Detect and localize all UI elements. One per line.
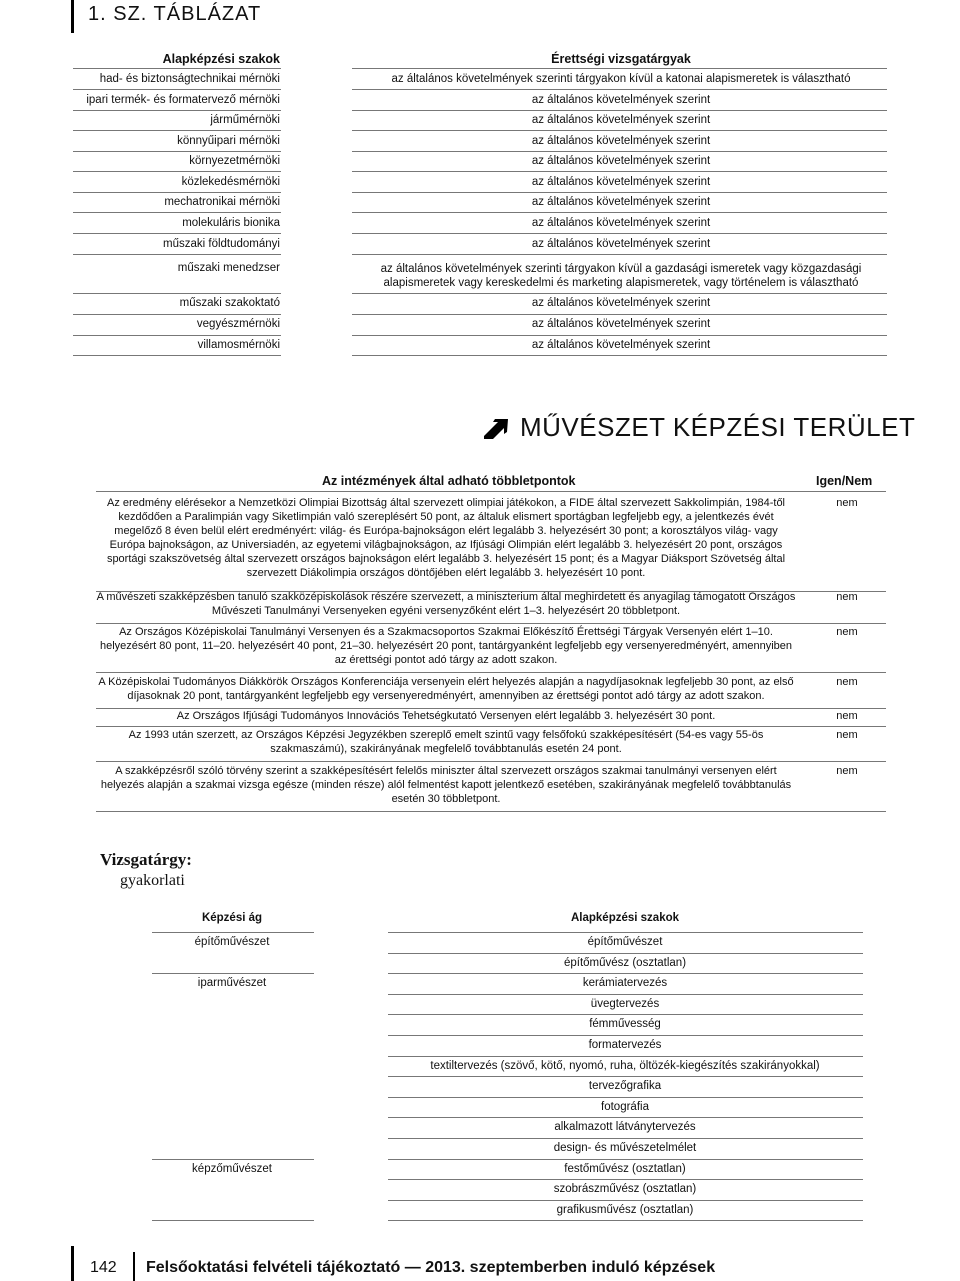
row-divider	[352, 89, 887, 90]
footer-divider	[133, 1252, 135, 1281]
page-number: 142	[90, 1259, 117, 1276]
bonus-description: A művészeti szakképzésben tanuló szakközépiskolások részére szervezett, a miniszterium által meghirdetett és anyagilag támogatott Országos Művészeti Tanulmányi Versenyeken egyéni versenyzőként elért 1–3. helyezésért 20 többletpont.	[96, 591, 796, 617]
col-header-left: Képzési ág	[201, 912, 263, 924]
row-divider	[73, 151, 281, 152]
row-divider	[73, 110, 281, 111]
table-row	[96, 496, 886, 588]
bonus-description: Az Országos Középiskolai Tanulmányi Versenyen és a Szakmacsoportos Szakmai Előkészítő Érettségi Tárgyak Versenyén elért 1–10. helyezésért 80 pont, 11–20. helyezésért 40 pont, 21–30. helyezésért 20 pont, tantárgyanként legfeljebb egy versenyeredményért, amennyiben az érettségi pontot adó tárgy az adott szakon.	[99, 626, 793, 666]
row-divider	[152, 1159, 314, 1160]
program-name: műszaki szakoktató	[179, 297, 280, 309]
row-divider	[73, 68, 281, 69]
program-name: design- és művészetelmélet	[553, 1142, 697, 1154]
row-divider	[352, 171, 887, 172]
yes-no-value: nem	[836, 729, 858, 741]
program-name: festőművész (osztatlan)	[564, 1163, 686, 1175]
row-divider	[352, 293, 887, 294]
yes-no-value: nem	[836, 710, 858, 722]
row-divider	[388, 994, 863, 995]
program-name: műszaki menedzser	[177, 262, 280, 274]
row-divider	[388, 1220, 863, 1221]
program-name: villamosmérnöki	[197, 339, 280, 351]
program-name: közlekedésmérnöki	[181, 176, 280, 188]
exam-requirement: az általános követelmények szerint	[531, 318, 711, 330]
yes-no-value: nem	[836, 765, 858, 777]
row-divider	[388, 1014, 863, 1015]
table-row	[96, 764, 886, 808]
row-divider	[352, 355, 887, 356]
exam-requirement: az általános követelmények szerint	[531, 297, 711, 309]
row-divider	[352, 68, 887, 69]
row-divider	[388, 973, 863, 974]
exam-requirement: az általános követelmények szerint	[531, 238, 711, 250]
program-name: járműmérnöki	[210, 114, 280, 126]
bonus-description: Az Országos Ifjúsági Tudományos Innovációs Tehetségkutató Versenyen elért legalább 3. helyezésért 30 pont.	[176, 710, 716, 722]
program-name: környezetmérnöki	[189, 155, 280, 167]
program-name: grafikusművész (osztatlan)	[556, 1204, 694, 1216]
col-header-left: Alapképzési szakok	[162, 52, 280, 66]
row-divider	[73, 233, 281, 234]
exam-subject-value: gyakorlati	[120, 872, 185, 889]
arrow-icon	[482, 417, 512, 439]
exam-requirement: az általános követelmények szerint	[531, 94, 711, 106]
row-divider	[352, 212, 887, 213]
program-name: formatervezés	[588, 1039, 662, 1051]
page-header	[0, 0, 960, 34]
table-row	[96, 675, 886, 705]
row-divider	[352, 110, 887, 111]
row-divider	[352, 233, 887, 234]
row-divider	[73, 254, 281, 255]
row-divider	[96, 726, 886, 727]
exam-requirement: az általános követelmények szerint	[531, 217, 711, 229]
row-divider	[96, 811, 886, 812]
exam-requirement: az általános követelmények szerint	[531, 196, 711, 208]
row-divider	[96, 491, 886, 492]
exam-requirement: az általános követelmények szerint	[531, 135, 711, 147]
row-divider	[388, 1076, 863, 1077]
footer-bar	[71, 1246, 74, 1281]
program-name: szobrászművész (osztatlan)	[553, 1183, 697, 1195]
col-header-left: Az intézmények által adható többletpontok	[322, 474, 576, 488]
training-branch: képzőművészet	[192, 1163, 272, 1175]
row-divider	[73, 293, 281, 294]
row-divider	[73, 355, 281, 356]
row-divider	[96, 623, 886, 624]
exam-requirement: az általános követelmények szerinti tárgyakon kívül a katonai alapismeretek is választható	[391, 73, 851, 85]
row-divider	[388, 953, 863, 954]
exam-requirement: az általános követelmények szerinti tárgyakon kívül a gazdasági ismeretek vagy közgazdasági alapismeretek vagy kereskedelmi és marketing alapismeretek, vagy történelem is választható	[380, 263, 862, 289]
program-name: had- és biztonságtechnikai mérnöki	[99, 73, 280, 85]
exam-requirement: az általános követelmények szerint	[531, 114, 711, 126]
program-name: textiltervezés (szövő, kötő, nyomó, ruha, öltözék-kiegészítés szakirányokkal)	[430, 1060, 820, 1072]
exam-subject	[100, 850, 192, 890]
row-divider	[73, 314, 281, 315]
training-branch: iparművészet	[197, 977, 267, 989]
row-divider	[352, 192, 887, 193]
row-divider	[73, 335, 281, 336]
row-divider	[352, 254, 887, 255]
exam-requirement: az általános követelmények szerint	[531, 176, 711, 188]
program-name: könnyűipari mérnöki	[177, 135, 280, 147]
footer-title: Felsőoktatási felvételi tájékoztató — 2013. szeptemberben induló képzések	[146, 1259, 716, 1276]
bonus-description: A Középiskolai Tudományos Diákkörök Országos Konferenciája versenyein elért helyezés alapján a nagydíjasoknak legfeljebb 30 pont, az első díjasoknak 20 pont, tantárgyanként legfeljebb egy versenyeredményért, amennyiben az érettségi pontot adó tárgy az adott szakon.	[98, 676, 794, 702]
row-divider	[388, 1097, 863, 1098]
yes-no-value: nem	[836, 676, 858, 688]
yes-no-value: nem	[836, 497, 858, 509]
program-name: fotográfia	[601, 1101, 649, 1113]
row-divider	[73, 192, 281, 193]
row-divider	[73, 89, 281, 90]
yes-no-value: nem	[836, 626, 858, 638]
row-divider	[388, 932, 863, 933]
row-divider	[388, 1035, 863, 1036]
bonus-description: Az eredmény elérésekor a Nemzetközi Olimpiai Bizottság által szervezett olimpiai játékokon, a FIDE által szervezett Sakkolimpián, 1984-től kezdődően a Paralimpián vagy Siketlimpián való szereplésért 50 pont, az általuk elismert sportágban legfeljebb egy, a jelentkezés évét megelőző 8 éven belül elért eredményért: világ- és Európa-bajnokságon elért legalább 3. helyezésért 30 pont; a korosztályos világ- vagy Európa bajnokságon, az Universiadén, az egyetemi világbajnokságon, az Ifjúsági Olimpián elért legalább 3. helyezésért 20 pont, országos sportági szakszövetség által szervezett országos bajnokságon elért legalább 3. helyezésért 15 pont; és a Magyar Diáksport Szövetség által szervezett Diákolimpia országos döntőjében elért legalább 3. helyezésért 10 pont.	[106, 497, 786, 579]
row-divider	[352, 335, 887, 336]
row-divider	[96, 761, 886, 762]
row-divider	[388, 1200, 863, 1201]
program-name: építőművészet	[587, 936, 663, 948]
table-row	[96, 709, 886, 723]
program-name: tervezőgrafika	[588, 1080, 662, 1092]
row-divider	[388, 1179, 863, 1180]
row-divider	[73, 130, 281, 131]
row-divider	[388, 1056, 863, 1057]
row-divider	[73, 212, 281, 213]
bonus-description: Az 1993 után szerzett, az Országos Képzési Jegyzékben szereplő emelt szintű vagy felsőfokú szakképesítésért (54-es vagy 55-ös szakmaszámú), szakirányának megfelelő továbbtanulás esetén 24 pont.	[128, 729, 764, 755]
row-divider	[352, 314, 887, 315]
yes-no-value: nem	[836, 591, 858, 603]
program-name: mechatronikai mérnöki	[164, 196, 280, 208]
bonus-description: A szakképzésről szóló törvény szerint a szakképesítésért felelős miniszter által szervezett országos szakmai tanulmányi versenyen elért helyezés alapján a szakmai vizsga egésze (minden része) alól felmentést kapott jelentkező esetében, szakirányának megfelelő továbbtanulás esetén 30 többletpont.	[100, 765, 792, 805]
col-header-right: Alapképzési szakok	[570, 912, 680, 924]
row-divider	[352, 130, 887, 131]
program-name: vegyészmérnöki	[196, 318, 280, 330]
program-name: kerámiatervezés	[582, 977, 668, 989]
row-divider	[73, 171, 281, 172]
row-divider	[152, 1220, 314, 1221]
header-bar	[71, 0, 74, 33]
col-header-right: Igen/Nem	[816, 474, 873, 488]
row-divider	[388, 1138, 863, 1139]
exam-heading: Vizsgatárgy:	[100, 850, 192, 869]
row-divider	[352, 151, 887, 152]
exam-requirement: az általános követelmények szerint	[531, 339, 711, 351]
program-name: műszaki földtudományi	[163, 238, 280, 250]
program-name: molekuláris bionika	[182, 217, 280, 229]
page-footer	[0, 1246, 960, 1281]
program-name: fémművesség	[589, 1018, 661, 1030]
row-divider	[388, 1117, 863, 1118]
program-name: ipari termék- és formatervező mérnöki	[86, 94, 280, 106]
program-name: alkalmazott látványtervezés	[554, 1121, 696, 1133]
row-divider	[388, 1159, 863, 1160]
table-row	[96, 590, 886, 620]
exam-requirement: az általános követelmények szerint	[531, 155, 711, 167]
row-divider	[96, 672, 886, 673]
row-divider	[152, 973, 314, 974]
training-branch: építőművészet	[194, 936, 270, 948]
col-header-right: Érettségi vizsgatárgyak	[551, 52, 691, 66]
page-title: 1. SZ. TÁBLÁZAT	[88, 3, 262, 25]
program-name: építőművész (osztatlan)	[563, 957, 687, 969]
table-row	[96, 625, 886, 669]
section-title: MŰVÉSZET KÉPZÉSI TERÜLET	[520, 412, 916, 442]
program-name: üvegtervezés	[590, 998, 660, 1010]
row-divider	[152, 932, 314, 933]
table-row	[96, 728, 886, 758]
